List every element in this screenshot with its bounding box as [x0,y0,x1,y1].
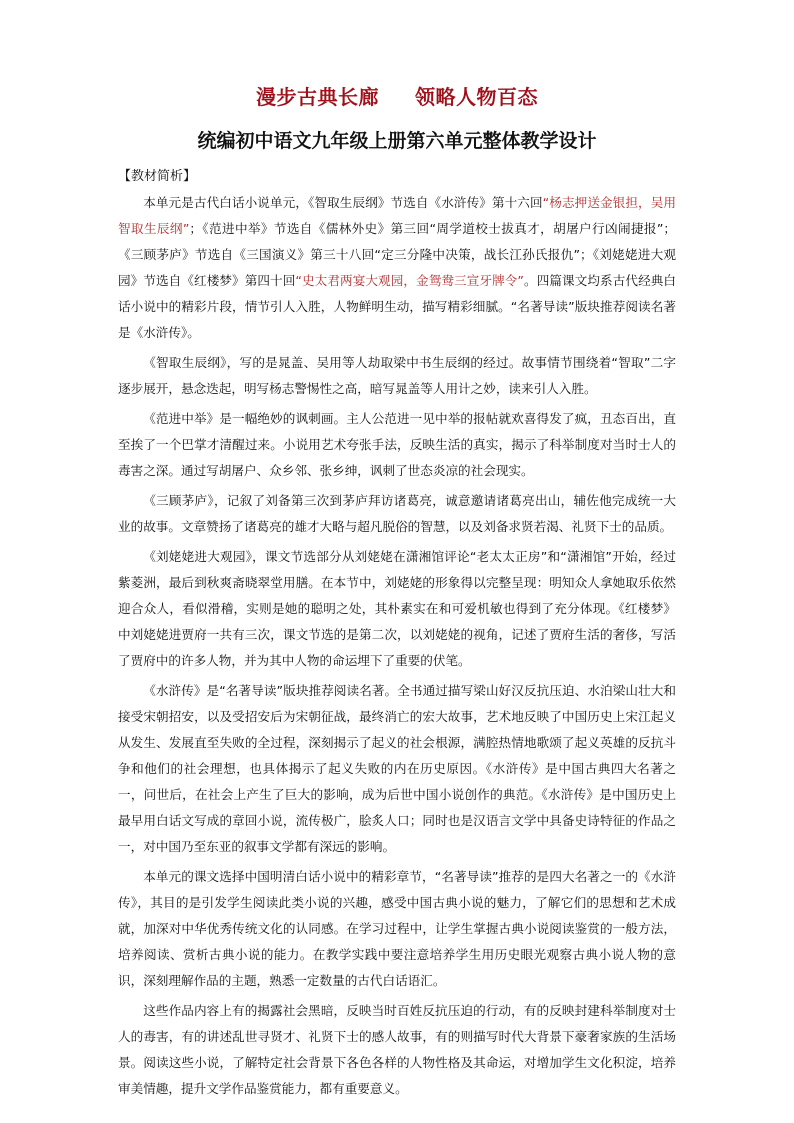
paragraph-zhiqu-shengchengang: 《智取生辰纲》，写的是晁盖、吴用等人劫取梁中书生辰纲的经过。故事情节围绕着“智取”二字逐步展开，悬念迭起，明写杨志警惕性之高，暗写晁盖等人用计之妙，读来引人入胜。 [118,355,676,396]
paragraph-significance: 这些作品内容上有的揭露社会黑暗，反映当时百姓反抗压迫的行动，有的反映封建科举制度对士人的毒害，有的讲述乱世寻贤才、礼贤下士的感人故事，有的则描写时代大背景下豪奢家族的生活场景。阅读这些小说，了解特定社会背景下各色各样的人物性格及其命运，对增加学生文化积淀，培养审美情趣，提升文学作品鉴赏能力，都有重要意义。 [118,1003,676,1096]
title-part-one: 漫步古典长廊 [256,85,379,109]
paragraph-text: 。四篇课文均系古代经典白话小说中的精彩片段，情节引人入胜，人物鲜明生动，描写精彩细腻。“名著导读”版块推荐阅读名著是《水浒传》。 [118,273,677,340]
title-part-two: 领略人物百态 [415,85,538,109]
paragraph-text: ；《范进中举》节选自《儒林外史》第三回“周学道校士拔真才，胡屠户行凶闹捷报”；《三顾茅庐》节选自《三国演义》第三十八回“定三分隆中决策，战长江孙氏报仇”；《刘姥姥进大观园》节选自《红楼梦》第四十回 [118,221,676,288]
paragraph-unit-goals: 本单元的课文选择中国明清白话小说中的精彩章节，“名著导读”推荐的是四大名著之一的《水浒传》，其目的是引发学生阅读此类小说的兴趣，感受中国古典小说的魅力，了解它们的思想和艺术成就，加深对中华优秀传统文化的认同感。在学习过程中，让学生掌握古典小说阅读鉴赏的一般方法，培养阅读、赏析古典小说的能力。在教学实践中要注意培养学生用历史眼光观察古典小说人物的意识，深刻理解作品的主题，熟悉一定数量的古代白话语汇。 [118,869,676,988]
paragraph-text: 本单元是古代白话小说单元，《智取生辰纲》节选自《水浒传》第十六回 [143,195,543,210]
paragraph-fanjin-zhongju: 《范进中举》是一幅绝妙的讽刺画。主人公范进一见中举的报帖就欢喜得发了疯，丑态百出，直至挨了一个巴掌才清醒过来。小说用艺术夸张手法，反映生活的真实，揭示了科举制度对当时士人的毒害之深。通过写胡屠户、众乡邻、张乡绅，讽刺了世态炎凉的社会现实。 [118,411,676,478]
document-main-title [118,82,676,112]
paragraph-shuihuzhuan: 《水浒传》是“名著导读”版块推荐阅读名著。全书通过描写梁山好汉反抗压迫、水泊梁山壮大和接受宋朝招安，以及受招安后为宋朝征战，最终消亡的宏大故事，艺术地反映了中国历史上宋江起义从发生、发展直至失败的全过程，深刻揭示了起义的社会根源，满腔热情地歌颂了起义英雄的反抗斗争和他们的社会理想，也具体揭示了起义失败的内在历史原因。《水浒传》是中国古典四大名著之一，问世后，在社会上产生了巨大的影响，成为后世中国小说创作的典范。《水浒传》是中国历史上最早用白话文写成的章回小说，流传极广，脍炙人口；同时也是汉语言文学中具备史诗特征的作品之一，对中国乃至东亚的叙事文学都有深远的影响。 [118,683,676,854]
paragraph-unit-overview [118,190,676,346]
highlighted-chapter-title: “杨志押送金银担，吴用智取生辰纲” [118,195,677,236]
document-subtitle: 统编初中语文九年级上册第六单元整体教学设计 [197,130,597,152]
paragraph-sangu-maolu: 《三顾茅庐》，记叙了刘备第三次到茅庐拜访诸葛亮，诚意邀请诸葛亮出山，辅佐他完成统一大业的故事。文章赞扬了诸葛亮的雄才大略与超凡脱俗的智慧，以及刘备求贤若渴、礼贤下士的品质。 [118,493,676,534]
section-heading: 【教材简析】 [118,169,197,184]
highlighted-chapter-title: “史太君两宴大观园，金鸳鸯三宣牙牌令” [295,273,524,288]
paragraph-liulaolao: 《刘姥姥进大观园》，课文节选部分从刘姥姥在潇湘馆评论“老太太正房”和“潇湘馆”开始，经过紫菱洲，最后到秋爽斋晓翠堂用膳。在本节中，刘姥姥的形象得以完整呈现：明知众人拿她取乐依然迎合众人，看似滑稽，实则是她的聪明之处，其朴素实在和可爱机敏也得到了充分体现。《红楼梦》中刘姥姥进贾府一共有三次，课文节选的是第二次，以刘姥姥的视角，记述了贾府生活的奢侈，写活了贾府中的许多人物，并为其中人物的命运埋下了重要的伏笔。 [118,549,676,668]
